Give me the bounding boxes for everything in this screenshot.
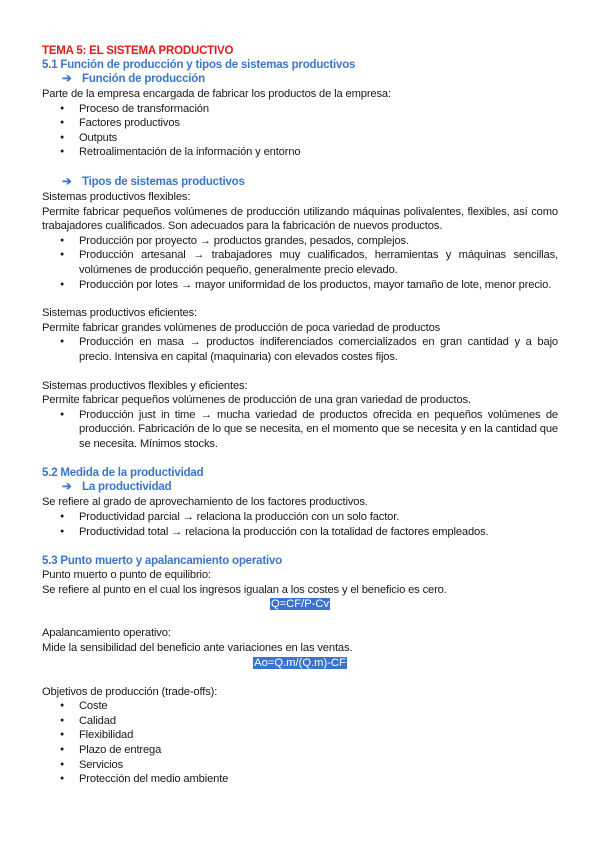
objetivos-list — [42, 699, 558, 787]
eficientes-title: Sistemas productivos eficientes: — [42, 307, 198, 320]
flexibles-eficientes-description: Permite fabricar pequeños volúmenes de producción de una gran variedad de productos. — [42, 394, 471, 407]
list-item: ● Producción por proyecto → productos grandes, pesados, complejos. — [42, 234, 558, 249]
list-item: ● Productividad parcial → relaciona la producción con un solo factor. — [42, 510, 558, 525]
apalancamiento-description: Mide la sensibilidad del beneficio ante variaciones en las ventas. — [42, 642, 353, 655]
list-item: ● Productividad total → relaciona la producción con la totalidad de factores empleados. — [42, 525, 558, 540]
arrow-icon: ➔ — [62, 481, 72, 494]
section-5-2-heading: 5.2 Medida de la productividad — [42, 467, 204, 480]
list-item: ● Factores productivos — [42, 116, 558, 131]
list-item: ● Producción artesanal → trabajadores muy cualificados, herramientas y máquinas sencillas, volúmenes de producción pequeño, generalmente precio elevado. — [42, 248, 558, 277]
eficientes-list — [42, 335, 558, 364]
objetivos-title: Objetivos de producción (trade-offs): — [42, 685, 218, 698]
list-item: ● Producción just in time → mucha variedad de productos ofrecida en pequeños volúmenes de producción. Fabricación de lo que se necesita, en el momento que se necesita y en la cantidad que se necesita. Mínimos stocks. — [42, 408, 558, 452]
apalancamiento-title: Apalancamiento operativo: — [42, 627, 171, 640]
document-page — [42, 44, 558, 787]
list-item: ● Flexibilidad — [42, 728, 558, 743]
flexibles-list — [42, 234, 558, 292]
list-item: ● Producción por lotes → mayor uniformidad de los productos, mayor tamaño de lote, menor precio. — [42, 278, 558, 293]
punto-muerto-formula-text: Q=CF/P-Cv — [270, 598, 330, 611]
subsection-funcion-produccion-heading — [42, 72, 558, 87]
funcion-produccion-intro: Parte de la empresa encargada de fabricar los productos de la empresa: — [42, 88, 391, 100]
apalancamiento-formula — [42, 656, 558, 671]
arrow-icon: ➔ — [62, 175, 72, 188]
list-item: ● Calidad — [42, 714, 558, 729]
funcion-produccion-list — [42, 102, 558, 160]
section-5-3-heading: 5.3 Punto muerto y apalancamiento operativo — [42, 555, 282, 568]
list-item: ● Retroalimentación de la información y entorno — [42, 145, 558, 160]
list-item: ● Coste — [42, 699, 558, 714]
productividad-description: Se refiere al grado de aprovechamiento de los factores productivos. — [42, 496, 368, 509]
flexibles-title: Sistemas productivos flexibles: — [42, 190, 191, 203]
document-title: TEMA 5: EL SISTEMA PRODUCTIVO — [42, 45, 234, 57]
subsection-tipos-sistemas-heading — [42, 175, 558, 190]
punto-muerto-formula — [42, 597, 558, 612]
punto-muerto-description: Se refiere al punto en el cual los ingresos igualan a los costes y el beneficio es cero. — [42, 583, 447, 596]
productividad-list — [42, 510, 558, 539]
flexibles-description: Permite fabricar pequeños volúmenes de producción utilizando máquinas polivalentes, flexibles, así como trabajadores cualificados. Son adecuados para la fabricación de nuevos productos. — [42, 205, 558, 233]
list-item: ● Outputs — [42, 131, 558, 146]
list-item: ● Producción en masa → productos indiferenciados comercializados en gran cantidad y a bajo precio. Intensiva en capital (maquinaria) con elevados costes fijos. — [42, 335, 558, 364]
list-item: ● Proceso de transformación — [42, 102, 558, 117]
subsection-productividad-heading — [42, 480, 558, 495]
list-item: ● Plazo de entrega — [42, 743, 558, 758]
punto-muerto-title: Punto muerto o punto de equilibrio: — [42, 569, 211, 582]
apalancamiento-formula-text: Ao=Q.m/(Q.m)-CF — [254, 656, 346, 669]
subsection-productividad-label: La productividad — [82, 481, 172, 494]
subsection-funcion-produccion-label: Función de producción — [82, 73, 205, 85]
flexibles-eficientes-list — [42, 408, 558, 452]
eficientes-description: Permite fabricar grandes volúmenes de producción de poca variedad de productos — [42, 321, 441, 334]
flexibles-eficientes-title: Sistemas productivos flexibles y eficientes: — [42, 379, 248, 392]
list-item: ● Protección del medio ambiente — [42, 772, 558, 787]
section-5-1-heading: 5.1 Función de producción y tipos de sistemas productivos — [42, 59, 356, 71]
list-item: ● Servicios — [42, 758, 558, 773]
arrow-icon: ➔ — [62, 73, 72, 85]
subsection-tipos-sistemas-label: Tipos de sistemas productivos — [82, 175, 245, 188]
